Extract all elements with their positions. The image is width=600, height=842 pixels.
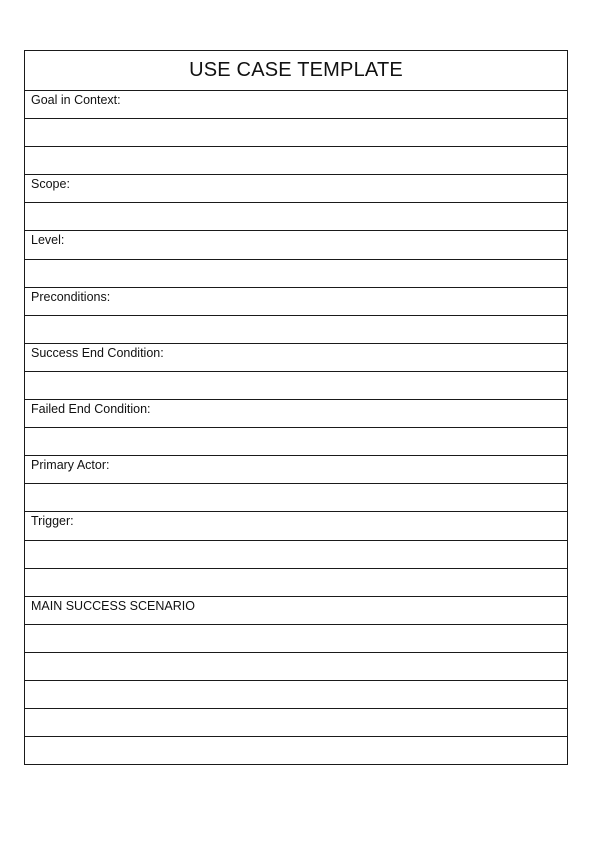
field-label-level: Level: xyxy=(31,233,65,248)
blank-row[interactable] xyxy=(25,653,567,681)
field-row-failed-end-condition[interactable] xyxy=(25,400,567,428)
field-row-trigger[interactable] xyxy=(25,512,567,540)
field-row-preconditions[interactable] xyxy=(25,288,567,316)
blank-row[interactable] xyxy=(25,260,567,288)
field-row-success-end-condition[interactable] xyxy=(25,344,567,372)
section-label-main-success-scenario: MAIN SUCCESS SCENARIO xyxy=(31,598,195,613)
blank-row[interactable] xyxy=(25,484,567,512)
field-label-success-end-condition: Success End Condition: xyxy=(31,345,164,360)
blank-row[interactable] xyxy=(25,569,567,597)
field-label-scope: Scope: xyxy=(31,177,70,192)
section-row-main-success-scenario[interactable] xyxy=(25,597,567,625)
field-row-level[interactable] xyxy=(25,231,567,259)
field-label-primary-actor: Primary Actor: xyxy=(31,458,110,473)
field-label-failed-end-condition: Failed End Condition: xyxy=(31,402,151,417)
blank-row[interactable] xyxy=(25,737,567,765)
field-label-trigger: Trigger: xyxy=(31,514,74,529)
blank-row[interactable] xyxy=(25,428,567,456)
blank-row[interactable] xyxy=(25,119,567,147)
use-case-form xyxy=(24,50,568,765)
field-row-scope[interactable] xyxy=(25,175,567,203)
blank-row[interactable] xyxy=(25,147,567,175)
field-label-goal-in-context: Goal in Context: xyxy=(31,93,121,107)
blank-row[interactable] xyxy=(25,316,567,344)
field-label-preconditions: Preconditions: xyxy=(31,289,111,304)
title-row xyxy=(25,51,567,91)
page-title: USE CASE TEMPLATE xyxy=(189,59,403,81)
blank-row[interactable] xyxy=(25,372,567,400)
blank-row[interactable] xyxy=(25,203,567,231)
field-row-primary-actor[interactable] xyxy=(25,456,567,484)
blank-row[interactable] xyxy=(25,709,567,737)
blank-row[interactable] xyxy=(25,625,567,653)
blank-row[interactable] xyxy=(25,681,567,709)
field-row-goal-in-context[interactable] xyxy=(25,91,567,119)
blank-row[interactable] xyxy=(25,541,567,569)
